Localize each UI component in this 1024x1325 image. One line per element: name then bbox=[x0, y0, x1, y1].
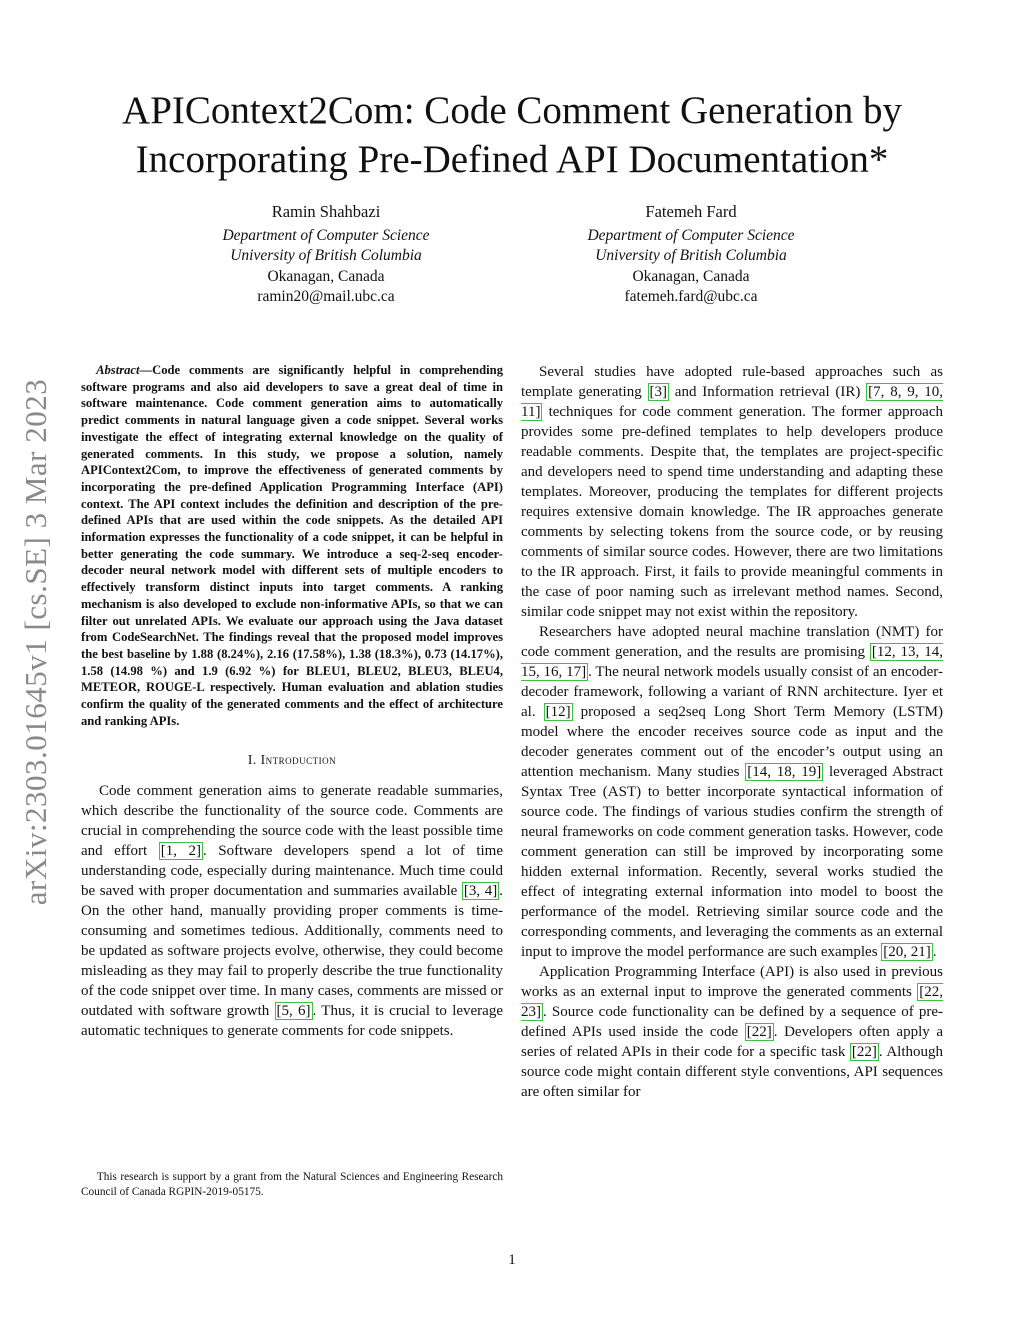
left-column bbox=[81, 362, 503, 1041]
text-run: Researchers have adopted neural machine translation (NMT) for code comment generation, and the results are promising bbox=[521, 624, 943, 660]
citation-link[interactable]: [3, 4] bbox=[463, 883, 498, 900]
body-paragraph bbox=[521, 962, 943, 1102]
citation-link[interactable]: [22] bbox=[851, 1044, 877, 1060]
author-department: Department of Computer Science bbox=[222, 226, 430, 244]
citation-link[interactable]: [3] bbox=[649, 384, 668, 400]
abstract-text: Code comments are significantly helpful in comprehending software programs and also aid developers to save a great deal of time in software maintenance. Code comment generation aims to automatically predict comments in natural language given a code snippet. Several works investigate the effect of integrating external knowledge on the quality of generated comments. In this study, we propose a solution, namely APIContext2Com, to improve the effectiveness of generated comments by incorporating the pre-defined Application Programming Interface (API) context. The API context includes the definition and description of the pre-defined APIs that are used within the code snippets. As the detailed API information expresses the functionality of a code snippet, it can be helpful in better generating the code summary. We introduce a seq-2-seq encoder-decoder neural network model with different sets of multiple encoders to effectively transform distinct inputs into target comments. A ranking mechanism is also developed to exclude non-informative APIs, so that we can filter out unrelated APIs. We evaluate our approach using the Java dataset from CodeSearchNet. The findings reveal that the proposed model improves the best baseline by 1.88 (8.24%), 2.16 (17.58%), 1.38 (18.3%), 0.73 (14.17%), 1.58 (14.98 %) and 1.9 (6.92 %) for BLEU1, BLEU2, BLEU3, BLEU4, METEOR, ROUGE-L respectively. Human evaluation and ablation studies confirm the quality of the generated comments and the effect of architecture and ranking APIs. bbox=[81, 363, 503, 728]
citation-link[interactable]: [20, 21] bbox=[883, 944, 931, 960]
text-run: Code comment generation aims to generate readable summaries, which describe the functionality of the source code. Comments are crucial in comprehending the source code with the least possible time and effort bbox=[81, 783, 503, 860]
body-paragraph bbox=[521, 362, 943, 622]
author-location: Okanagan, Canada bbox=[632, 267, 750, 285]
citation-link[interactable]: [1, 2] bbox=[160, 843, 201, 860]
text-run: . Source code functionality can be defined by a sequence of pre-defined APIs used inside the code bbox=[521, 1004, 943, 1040]
intro-paragraph bbox=[81, 781, 503, 1041]
section-title: Introduction bbox=[260, 752, 337, 768]
citation-link[interactable]: [5, 6] bbox=[276, 1003, 311, 1020]
abstract-dash: — bbox=[139, 363, 153, 377]
page-number: 1 bbox=[508, 1252, 516, 1268]
text-run: proposed a seq2seq Long Short Term Memory (LSTM) model where the encoder receives source code as input and the decoder generates comment out of the encoder’s output using an attention mechanism. Many studies bbox=[521, 704, 943, 780]
citation-link[interactable]: [22] bbox=[746, 1024, 772, 1040]
section-heading bbox=[81, 750, 503, 770]
author-location: Okanagan, Canada bbox=[267, 267, 385, 285]
author-university: University of British Columbia bbox=[595, 247, 787, 264]
section-number: I. bbox=[247, 752, 257, 768]
abstract-label: Abstract bbox=[96, 363, 140, 377]
text-run: . bbox=[932, 944, 937, 960]
author-name: Fatemeh Fard bbox=[645, 202, 737, 221]
author-department: Department of Computer Science bbox=[587, 226, 795, 244]
text-run: Application Programming Interface (API) is also used in previous works as an external input to improve the generated comments bbox=[521, 964, 943, 1000]
citation-link[interactable]: [12, 13, 14, 15, 16, 17] bbox=[521, 644, 943, 680]
text-run: . Thus, it is crucial to leverage automatic techniques to generate comments for code snippets. bbox=[81, 1003, 503, 1040]
citation-link[interactable]: [22, 23] bbox=[521, 984, 943, 1020]
author-block-2 bbox=[521, 202, 861, 308]
text-run: Several studies have adopted rule-based approaches such as template generating bbox=[521, 364, 943, 400]
text-run: and Information retrieval (IR) bbox=[669, 384, 867, 400]
text-run: techniques for code comment generation. The former approach provides some pre-defined templates to help developers produce readable comments. Despite that, the templates are project-specific and developers need to spend time understanding and adapting these templates. Moreover, producing the templates for different projects requires extensive domain knowledge. The IR approaches generate comments by selecting tokens from the source code, or by reusing comments of similar source codes. However, there are two limitations to the IR approach. First, it fails to provide meaningful comments in the case of poor naming such as irrelevant method names. Second, similar code snippet may not exist within the repository. bbox=[521, 404, 943, 620]
text-run: . The neural network models usually consist of an encoder-decoder framework, following a variant of RNN architecture. Iyer et al. bbox=[521, 664, 943, 720]
text-run: . Software developers spend a lot of time understanding code, especially during maintenance. Much time could be saved with proper documentation and summaries available bbox=[81, 843, 504, 900]
text-run: . Although source code might contain different style conventions, API sequences are often similar for bbox=[521, 1044, 943, 1100]
author-university: University of British Columbia bbox=[230, 247, 422, 264]
author-block-1 bbox=[156, 202, 496, 308]
title-line-2: Incorporating Pre-Defined API Documentation* bbox=[135, 138, 889, 181]
text-run: . Developers often apply a series of related APIs in their code for a specific task bbox=[521, 1024, 943, 1060]
footnote: This research is support by a grant from the Natural Sciences and Engineering Research Council of Canada RGPIN-2019-05175. bbox=[81, 1171, 503, 1198]
paper-title bbox=[60, 86, 964, 184]
citation-link[interactable]: [7, 8, 9, 10, 11] bbox=[521, 384, 944, 420]
text-run: leveraged Abstract Syntax Tree (AST) to better incorporate syntactical information of source code. The findings of various studies confirm the strength of neural frameworks on code comment generation tasks. However, code comment generation can still be improved by incorporating some hidden external information. Recently, several works studied the effect of integrating external information into model to boost the performance of the model. Retrieving similar source code and the corresponding comments, and leveraging the comments as an external input to improve the model performance are such examples bbox=[521, 764, 943, 960]
abstract bbox=[81, 362, 503, 729]
text-run: . On the other hand, manually providing proper comments is time-consuming and sometimes tedious. Additionally, comments need to be updated as software projects evolve, otherwise, they could become misleading as they may fail to properly describe the true functionality of the code snippet over time. In many cases, comments are missed or outdated with software growth bbox=[81, 883, 503, 1020]
right-column bbox=[521, 362, 943, 1102]
citation-link[interactable]: [14, 18, 19] bbox=[747, 764, 822, 780]
arxiv-identifier: arXiv:2303.01645v1 [cs.SE] 3 Mar 2023 bbox=[18, 378, 53, 906]
body-paragraph bbox=[521, 622, 943, 962]
author-email: ramin20@mail.ubc.ca bbox=[257, 288, 395, 305]
author-name: Ramin Shahbazi bbox=[271, 202, 381, 221]
author-email: fatemeh.fard@ubc.ca bbox=[624, 288, 758, 305]
citation-link[interactable]: [12] bbox=[545, 704, 571, 720]
title-line-1: APIContext2Com: Code Comment Generation by bbox=[122, 89, 902, 132]
